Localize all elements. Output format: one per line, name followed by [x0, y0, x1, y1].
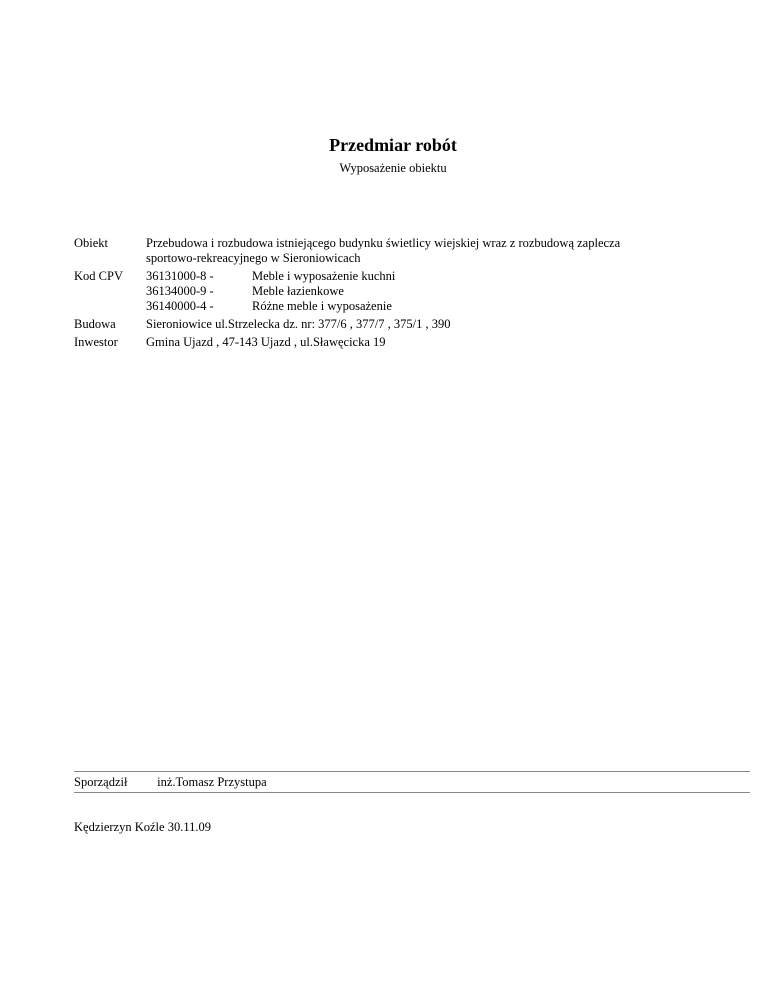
detail-label-obiekt: Obiekt	[74, 236, 109, 250]
detail-value-budowa: Sieroniowice ul.Strzelecka dz. nr: 377/6 , 377/7 , 375/1 , 390	[146, 317, 451, 331]
page-title: Przedmiar robót	[329, 135, 457, 155]
cpv-code: 36131000-8 -	[146, 269, 214, 283]
detail-row-obiekt	[74, 236, 754, 266]
detail-row-kod-cpv	[74, 269, 754, 314]
detail-row-budowa	[74, 317, 754, 332]
cpv-item	[146, 299, 754, 314]
page-subtitle: Wyposażenie obiektu	[339, 161, 447, 175]
detail-row-inwestor	[74, 335, 754, 350]
detail-value-obiekt	[146, 236, 754, 266]
cpv-code: 36134000-9 -	[146, 284, 214, 298]
cpv-description: Różne meble i wyposażenie	[252, 299, 392, 313]
footer-divider-bottom	[74, 792, 750, 793]
cpv-description: Meble i wyposażenie kuchni	[252, 269, 396, 283]
obiekt-line-1: Przebudowa i rozbudowa istniejącego budynku świetlicy wiejskiej wraz z rozbudową zaplecza	[146, 236, 621, 250]
cpv-description: Meble łazienkowe	[252, 284, 344, 298]
detail-value-kod-cpv	[146, 269, 754, 314]
cpv-item	[146, 284, 754, 299]
detail-label-kod-cpv: Kod CPV	[74, 269, 123, 283]
footer-divider-top	[74, 771, 750, 772]
cpv-code: 36140000-4 -	[146, 299, 214, 313]
obiekt-line-2: sportowo-rekreacyjnego w Sieroniowicach	[146, 251, 361, 265]
author-label: Sporządził	[74, 775, 128, 789]
place-date: Kędzierzyn Koźle 30.11.09	[74, 820, 211, 834]
author-name: inż.Tomasz Przystupa	[157, 775, 267, 789]
detail-label-inwestor: Inwestor	[74, 335, 118, 349]
author-row	[74, 775, 267, 790]
project-details	[74, 236, 754, 353]
detail-label-budowa: Budowa	[74, 317, 116, 331]
cpv-item	[146, 269, 754, 284]
detail-value-inwestor: Gmina Ujazd , 47-143 Ujazd , ul.Sławęcicka 19	[146, 335, 386, 349]
